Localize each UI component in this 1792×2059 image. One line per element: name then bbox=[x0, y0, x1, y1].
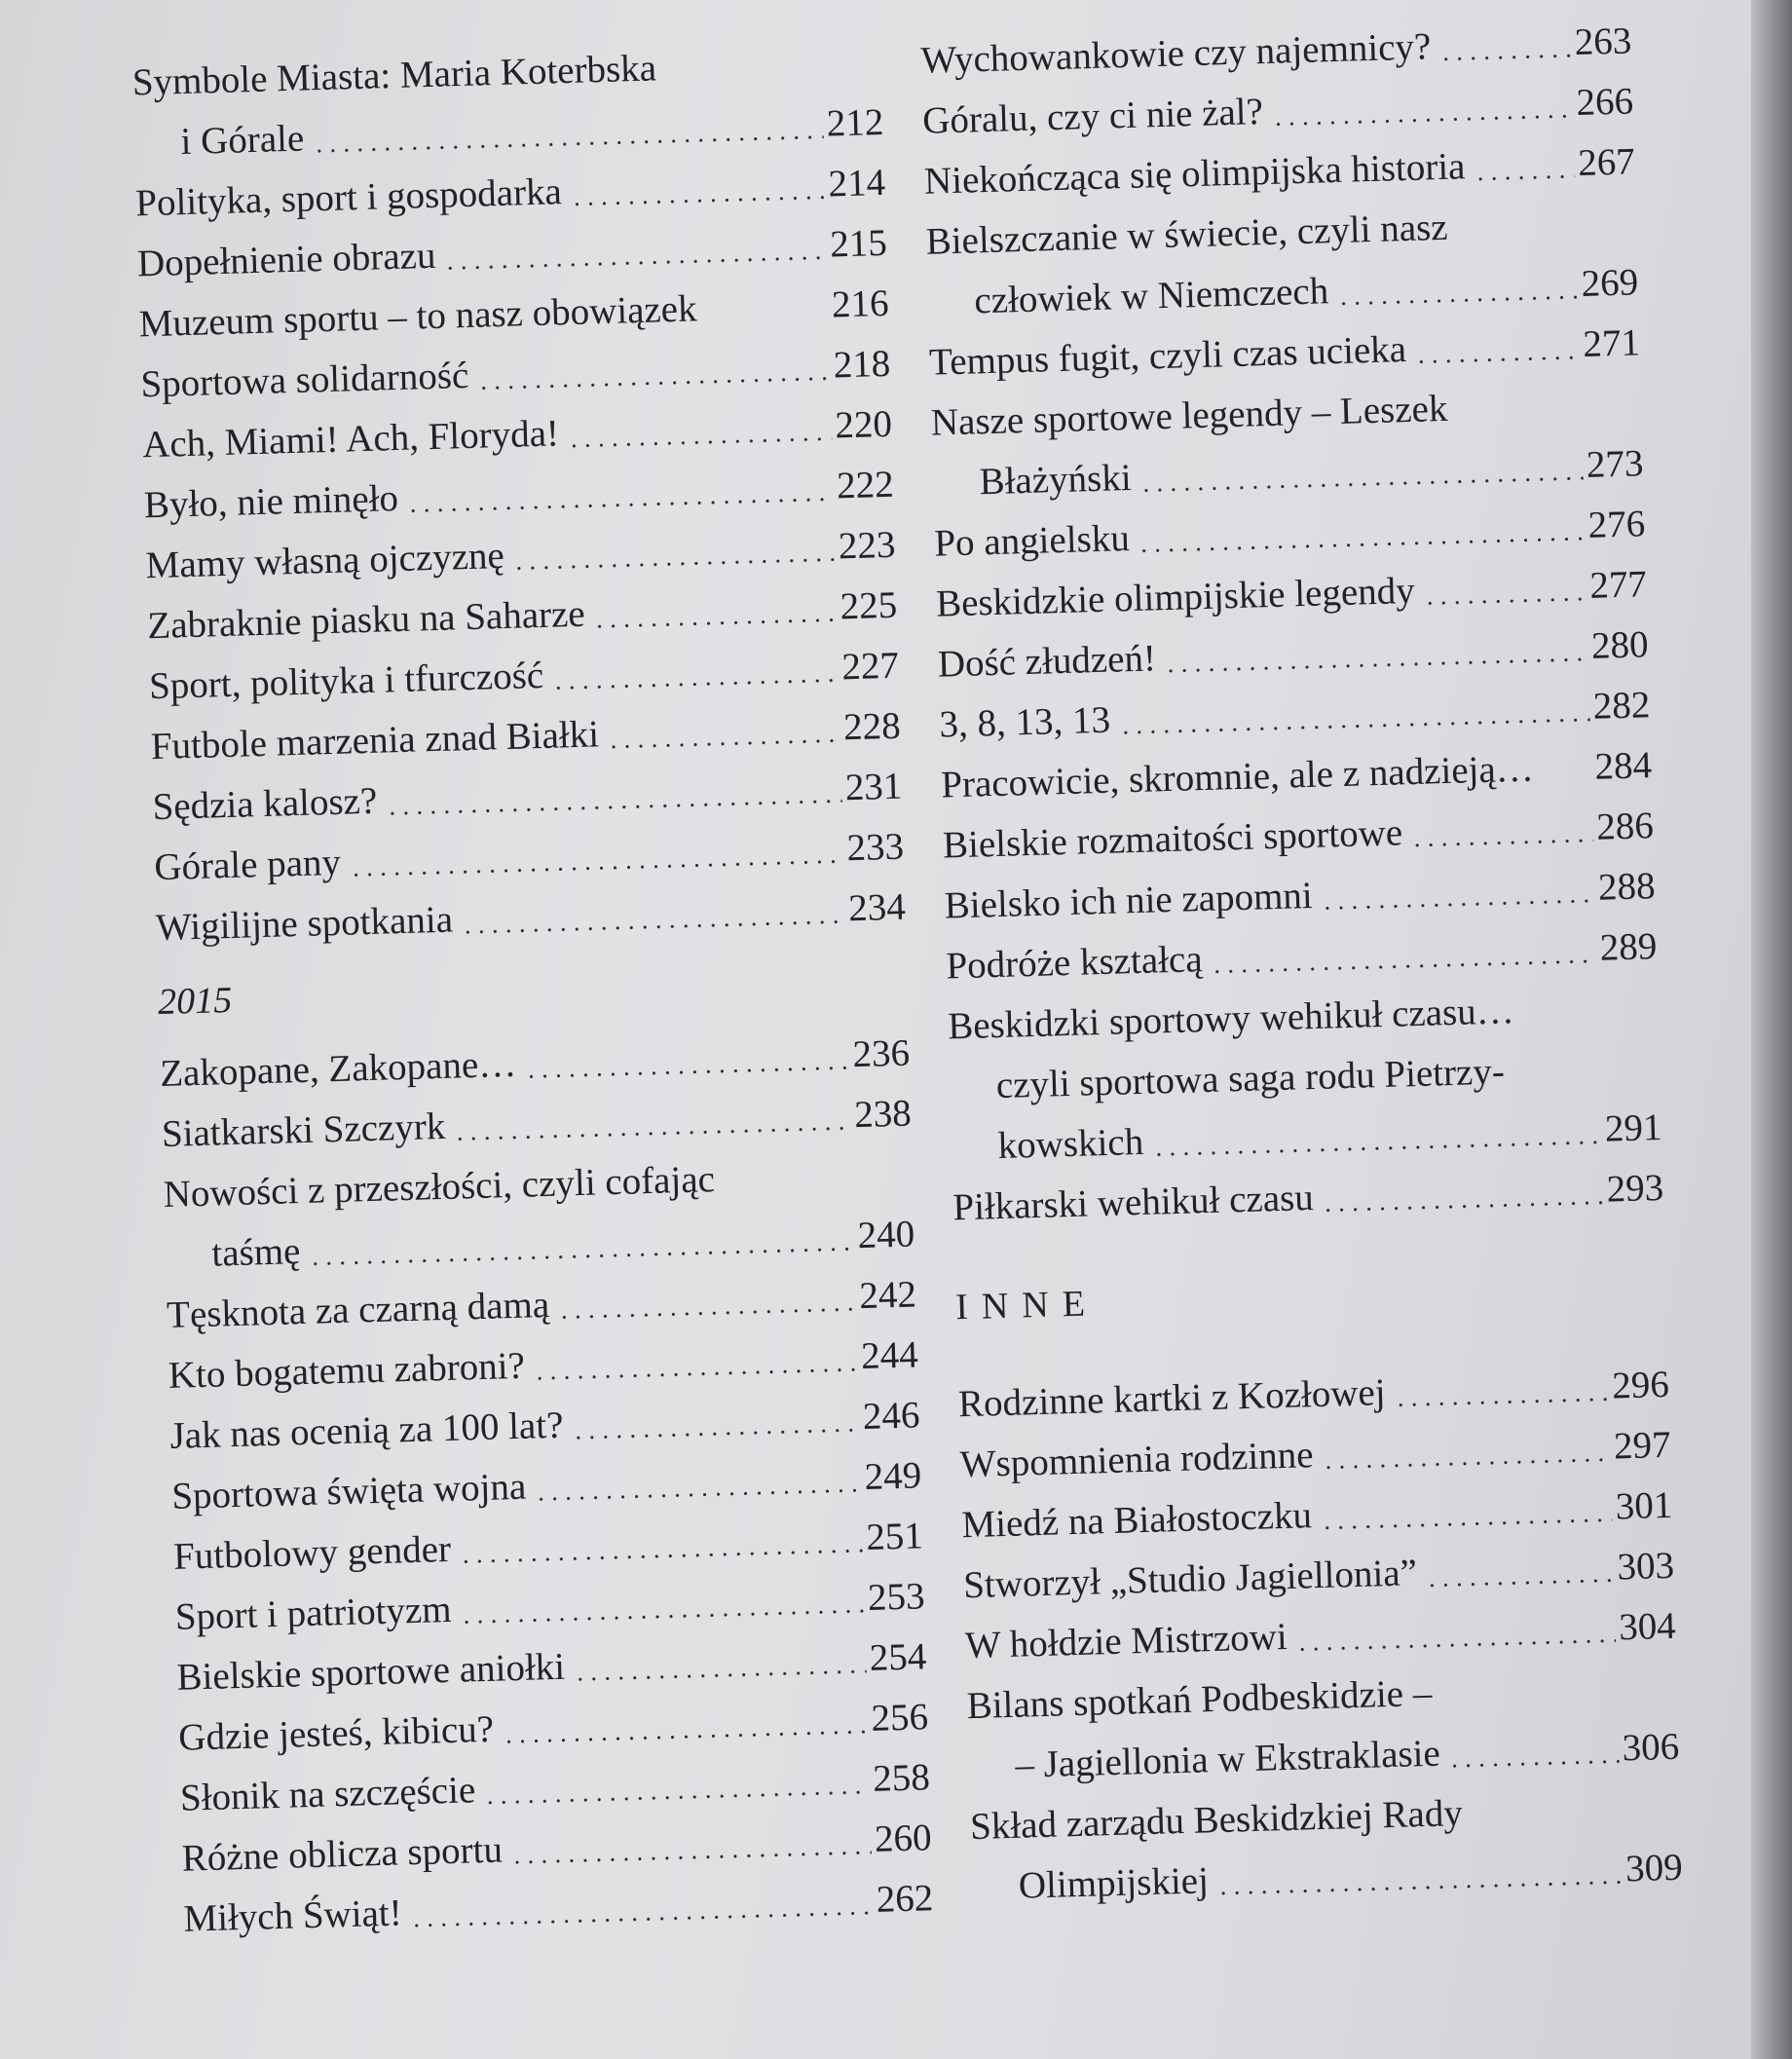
toc-entry-title: Rodzinne kartki z Kozłowej bbox=[957, 1371, 1387, 1426]
toc-entry-title: Bielskie sportowe aniołki bbox=[175, 1645, 566, 1699]
toc-entry-title: Stworzył „Studio Jagiellonia” bbox=[962, 1552, 1418, 1607]
toc-entry-page-number: 233 bbox=[845, 825, 905, 870]
dot-leader bbox=[1322, 1199, 1603, 1215]
toc-entry-title: Sportowa solidarność bbox=[139, 354, 469, 406]
toc-entry-title: Piłkarski wehikuł czasu bbox=[952, 1177, 1315, 1229]
toc-entry-title: 3, 8, 13, 13 bbox=[938, 698, 1111, 746]
toc-entry-title: Beskidzkie olimpijskie legendy bbox=[935, 569, 1416, 625]
dot-leader bbox=[570, 194, 825, 208]
toc-entry-title: Sport, polityka i tfurczość bbox=[148, 654, 544, 708]
dot-leader bbox=[1548, 790, 1595, 799]
toc-entry-title: Kto bogatemu zabroni? bbox=[168, 1344, 526, 1397]
toc-entry-title: Słonik na szczęście bbox=[179, 1769, 476, 1819]
dot-leader bbox=[572, 1426, 860, 1441]
toc-entry-title: Bielsko ich nie zapomni bbox=[944, 874, 1314, 927]
toc-entry-title: Miedź na Białostoczku bbox=[960, 1494, 1313, 1547]
toc-entry-page-number: 260 bbox=[874, 1816, 933, 1860]
toc-entry-page-number: 296 bbox=[1611, 1363, 1670, 1407]
toc-entry-page-number: 291 bbox=[1604, 1106, 1663, 1150]
toc-entry-page-number: 303 bbox=[1616, 1544, 1675, 1589]
toc-entry-page-number: 225 bbox=[840, 583, 898, 628]
dot-leader bbox=[1271, 112, 1573, 129]
toc-entry-title: kowskich bbox=[997, 1120, 1144, 1168]
toc-entry-title: Miłych Świąt! bbox=[182, 1891, 403, 1940]
toc-title-line: Bielszczanie w świecie, czyli nasz bbox=[925, 206, 1449, 263]
dot-leader bbox=[1425, 1577, 1614, 1590]
toc-title-line: czyli sportowa saga rodu Pietrzy- bbox=[995, 1050, 1506, 1107]
toc-entry-title: Błażyński bbox=[979, 456, 1133, 504]
toc-entry-page-number: 301 bbox=[1615, 1483, 1673, 1528]
toc-entry-page-number: 228 bbox=[842, 704, 902, 749]
toc-entry-page-number: 238 bbox=[853, 1092, 913, 1137]
toc-entry-page-number: 254 bbox=[869, 1635, 927, 1679]
toc-entry-title: Po angielsku bbox=[933, 517, 1131, 565]
dot-leader bbox=[1439, 52, 1572, 63]
toc-entry-page-number: 288 bbox=[1597, 865, 1657, 909]
dot-leader bbox=[524, 1064, 849, 1080]
dot-leader bbox=[461, 917, 845, 936]
toc-entry-title: Wspomnienia rodzinne bbox=[959, 1434, 1315, 1486]
dot-leader bbox=[410, 1909, 873, 1929]
toc-entry-page-number: 249 bbox=[864, 1454, 922, 1498]
toc-entry-title: Ach, Miami! Ach, Floryda! bbox=[141, 412, 560, 467]
dot-leader bbox=[567, 435, 832, 451]
toc-entry-title: Dość złudzeń! bbox=[937, 637, 1157, 686]
toc-entry-page-number: 266 bbox=[1575, 80, 1634, 125]
toc-entry-title: Górale pany bbox=[153, 841, 342, 889]
dot-leader bbox=[593, 616, 837, 630]
dot-leader bbox=[312, 133, 823, 156]
toc-entry-page-number: 246 bbox=[862, 1394, 920, 1439]
toc-entry-title: Bielskie rozmaitości sportowe bbox=[942, 811, 1403, 867]
dot-leader bbox=[453, 1124, 850, 1142]
toc-entry-title: Zakopane, Zakopane… bbox=[159, 1042, 517, 1096]
toc-entry-page-number: 214 bbox=[827, 161, 886, 206]
dot-leader bbox=[1410, 837, 1592, 849]
toc-entry-page-number: 304 bbox=[1618, 1604, 1677, 1649]
toc-entry-title: W hołdzie Mistrzowi bbox=[964, 1615, 1288, 1667]
toc-entry-title: Futbole marzenia znad Białki bbox=[150, 713, 600, 768]
toc-entry-title: Sport i patriotyzm bbox=[174, 1588, 453, 1638]
dot-leader bbox=[510, 1849, 871, 1866]
toc-entry-title: Sportowa święta wojna bbox=[170, 1465, 527, 1517]
toc-entry-page-number: 263 bbox=[1574, 19, 1632, 64]
toc-title-line: Skład zarządu Beskidzkiej Rady bbox=[969, 1791, 1464, 1849]
toc-entry-title: Niekończąca się olimpijska historia bbox=[923, 145, 1466, 203]
toc-entry-page-number: 267 bbox=[1577, 140, 1636, 185]
dot-leader bbox=[1139, 474, 1584, 495]
toc-title-line: Bilans spotkań Podbeskidzie – bbox=[966, 1671, 1433, 1728]
toc-entry-title: – Jagiellonia w Ekstraklasie bbox=[1014, 1732, 1441, 1786]
toc-entry-page-number: 289 bbox=[1599, 925, 1658, 969]
dot-leader bbox=[459, 1547, 863, 1566]
section-heading: INNE bbox=[954, 1283, 1100, 1329]
toc-entry-page-number: 227 bbox=[840, 644, 900, 689]
toc-title-line: Symbole Miasta: Maria Koterbska bbox=[131, 47, 657, 104]
toc-entry-page-number: 309 bbox=[1624, 1846, 1684, 1891]
toc-entry-page-number: 236 bbox=[851, 1031, 911, 1076]
toc-entry-title: Olimpijskiej bbox=[1018, 1859, 1210, 1907]
toc-entry-title: Było, nie minęło bbox=[143, 476, 399, 527]
dot-leader bbox=[385, 797, 841, 817]
toc-entry-title: Podróże kształcą bbox=[945, 938, 1204, 988]
dot-leader bbox=[1448, 1757, 1619, 1770]
toc-entry-page-number: 286 bbox=[1595, 805, 1655, 848]
toc-entry-page-number: 223 bbox=[838, 523, 896, 568]
toc-entry-page-number: 276 bbox=[1587, 503, 1646, 546]
toc-entry-title: i Górale bbox=[179, 117, 305, 164]
toc-entry-page-number: 234 bbox=[847, 885, 907, 930]
table-of-contents-page bbox=[112, 11, 1686, 2030]
dot-leader bbox=[1414, 354, 1580, 366]
dot-leader bbox=[1138, 535, 1585, 555]
dot-leader bbox=[1423, 595, 1587, 608]
toc-entry-title: Siatkarski Szczyrk bbox=[161, 1104, 446, 1156]
toc-entry-page-number: 216 bbox=[831, 281, 890, 326]
toc-entry-title: Dopełnienie obrazu bbox=[136, 234, 436, 285]
dot-leader bbox=[309, 1245, 855, 1268]
dot-leader bbox=[483, 1788, 869, 1807]
dot-leader bbox=[607, 736, 840, 751]
toc-entry-title: Jak nas ocenią za 100 lat? bbox=[169, 1404, 565, 1457]
toc-entry-page-number: 271 bbox=[1582, 321, 1641, 365]
toc-entry-page-number: 251 bbox=[865, 1515, 924, 1558]
toc-entry-page-number: 220 bbox=[834, 402, 893, 447]
dot-leader bbox=[1394, 1396, 1609, 1409]
toc-entry-page-number: 218 bbox=[833, 342, 891, 387]
dot-leader bbox=[573, 1667, 866, 1683]
toc-entry-title: Wychowankowie czy najemnicy? bbox=[919, 25, 1432, 82]
left-column bbox=[131, 32, 934, 1950]
dot-leader bbox=[534, 1486, 861, 1503]
toc-entry-title: Góralu, czy ci nie żal? bbox=[921, 91, 1264, 142]
toc-entry-page-number: 253 bbox=[867, 1575, 926, 1619]
toc-title-line: Beskidzki sportowy wehikuł czasu… bbox=[947, 990, 1515, 1048]
dot-leader bbox=[502, 1728, 868, 1745]
year-heading: 2015 bbox=[157, 979, 233, 1024]
toc-entry-page-number: 222 bbox=[836, 463, 895, 507]
toc-entry-title: Tempus fugit, czyli czas ucieka bbox=[928, 328, 1407, 384]
toc-entry-page-number: 277 bbox=[1588, 563, 1648, 607]
toc-entry-page-number: 262 bbox=[876, 1877, 934, 1921]
toc-entry-title: Mamy własną ojczyznę bbox=[145, 534, 505, 587]
dot-leader bbox=[406, 496, 833, 515]
dot-leader bbox=[551, 676, 839, 692]
toc-entry-page-number: 297 bbox=[1613, 1423, 1672, 1468]
dot-leader bbox=[1322, 1456, 1611, 1472]
dot-leader bbox=[1321, 897, 1595, 913]
dot-leader bbox=[1216, 1878, 1623, 1897]
toc-entry-page-number: 242 bbox=[858, 1273, 917, 1318]
dot-leader bbox=[1320, 1516, 1612, 1532]
toc-entry-title: Gdzie jesteś, kibicu? bbox=[177, 1707, 495, 1759]
toc-entry-title: Sędzia kalosz? bbox=[152, 779, 378, 829]
dot-leader bbox=[1151, 1139, 1601, 1159]
dot-leader bbox=[1474, 172, 1575, 183]
toc-entry-page-number: 284 bbox=[1593, 744, 1653, 788]
dot-leader bbox=[512, 555, 835, 572]
toc-entry-title: Zabraknie piasku na Saharze bbox=[146, 592, 586, 648]
dot-leader bbox=[533, 1366, 858, 1382]
dot-leader bbox=[1211, 957, 1596, 976]
toc-entry-title: Tęsknota za czarną damą bbox=[166, 1283, 550, 1336]
dot-leader bbox=[477, 375, 831, 393]
toc-entry-page-number: 269 bbox=[1581, 261, 1639, 305]
dot-leader bbox=[1118, 716, 1589, 737]
dot-leader bbox=[1336, 293, 1578, 308]
toc-entry-title: Wigilijne spotkania bbox=[155, 898, 454, 950]
dot-leader bbox=[1295, 1637, 1616, 1654]
toc-entry-page-number: 212 bbox=[826, 100, 884, 145]
toc-entry-page-number: 258 bbox=[872, 1756, 931, 1800]
toc-entry-page-number: 306 bbox=[1622, 1725, 1680, 1770]
toc-entry-page-number: 273 bbox=[1586, 442, 1644, 486]
dot-leader bbox=[557, 1305, 856, 1322]
toc-entry-page-number: 244 bbox=[860, 1333, 919, 1378]
toc-entry-page-number: 293 bbox=[1606, 1166, 1664, 1211]
dot-leader bbox=[444, 254, 827, 273]
toc-entry-title: Futbolowy gender bbox=[172, 1527, 452, 1578]
toc-title-line: Nowości z przeszłości, czyli cofając bbox=[163, 1158, 716, 1216]
toc-entry-page-number: 282 bbox=[1592, 684, 1651, 728]
toc-entry-title: Pracowicie, skromnie, ale z nadzieją… bbox=[940, 747, 1535, 806]
dot-leader bbox=[349, 857, 843, 879]
toc-entry-page-number: 256 bbox=[870, 1696, 929, 1740]
toc-entry-page-number: 231 bbox=[844, 765, 903, 809]
toc-entry-page-number: 240 bbox=[857, 1213, 915, 1257]
toc-entry-title: Różne oblicza sportu bbox=[181, 1828, 504, 1880]
book-spine-edge bbox=[1751, 0, 1792, 2059]
toc-entry-title: taśmę bbox=[210, 1230, 301, 1275]
dot-leader bbox=[460, 1607, 865, 1627]
toc-entry-page-number: 215 bbox=[829, 221, 888, 266]
dot-leader bbox=[1164, 655, 1587, 675]
toc-entry-title: Muzeum sportu – to nasz obowiązek bbox=[138, 287, 698, 346]
toc-entry-title: człowiek w Niemczech bbox=[973, 270, 1329, 322]
toc-entry-page-number: 280 bbox=[1590, 623, 1650, 667]
right-column bbox=[920, 11, 1684, 1918]
toc-title-line: Nasze sportowe legendy – Leszek bbox=[930, 387, 1448, 444]
toc-entry-title: Polityka, sport i gospodarka bbox=[134, 170, 563, 225]
